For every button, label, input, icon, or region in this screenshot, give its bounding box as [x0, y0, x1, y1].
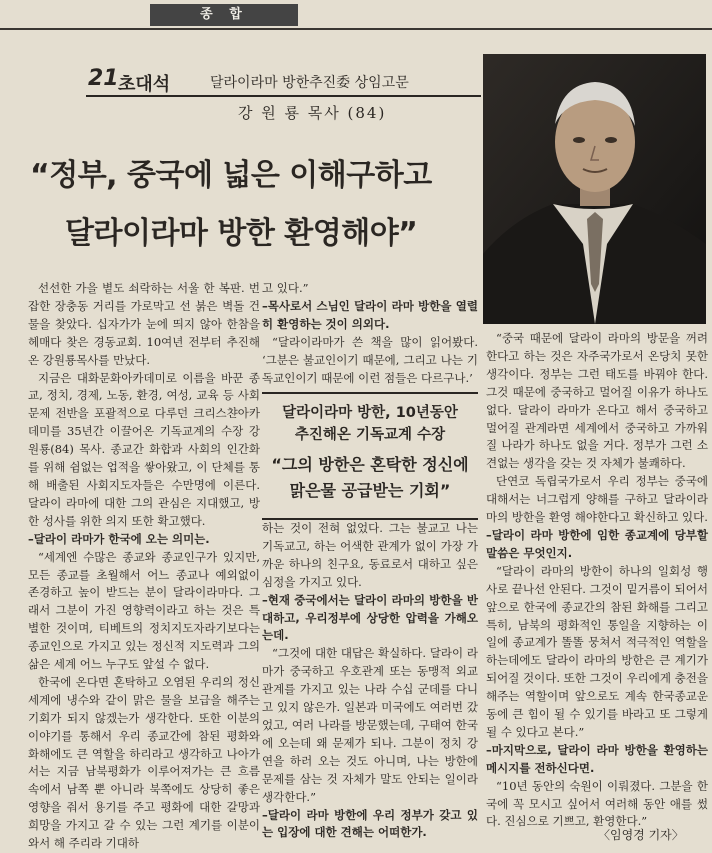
pull-quote-line1: 달라이라마 방한, 10년동안	[282, 405, 458, 421]
article-column-3	[486, 330, 708, 831]
pull-quote-line4: 맑은물 공급받는 기회”	[289, 481, 451, 500]
article-column-1	[28, 280, 260, 853]
interview-question: –달라이 라마 방한에 임한 종교계에 당부할 말씀은 무엇인지.	[486, 527, 708, 560]
headline-line1: “정부, 중국에 넓은 이해구하고	[30, 158, 432, 193]
portrait-illustration	[483, 54, 706, 324]
pull-quote	[262, 392, 478, 520]
interview-question: –달라이 라마가 한국에 오는 의미는.	[28, 531, 210, 546]
paragraph: 한국에 온다면 혼탁하고 오염된 우리의 정신세계에 냉수와 같이 맑은 물을 보급을 해주는 기회가 되지 않겠는가 생각한다. 또한 이분의 이야기를 통해서 우리 종교간에 참된 평화와 화해에도 큰 역할을 하리라고 생각하고 나아가서는 지금 남북평화가 이루어져가는 큰 흐름 속에서 남쪽 뿐 아니라 북쪽에도 상당히 좋은 영향을 줘서 용기를 주고 평화에 대한 갈망과 희망을 가지고 갈 수 있는 그런 계기를 이분이 와서 해 주리라 기대하	[28, 674, 260, 851]
paragraph: “세계엔 수많은 종교와 종교인구가 있지만, 모든 종교를 초월해서 어느 종교나 예외없이 존경하고 높이 받드는 분이 달라이라마다. 그래서 그분이 가진 영향력이라고 하는 것은 특별한 것이며, 티베트의 정치지도자라기보다는 종교인으로 가지고 있는 정신적 지도력과 그의 삶은 세계 어느 누구도 앞설 수 없다.	[28, 549, 260, 672]
paragraph: “달라이라마가 쓴 책을 많이 읽어봤다. ‘그분은 불교인이기 때문에, 그리고 나는 기독교인이기 때문에 이런 점들은 다르구나.’	[262, 334, 478, 385]
series-number: 21	[88, 66, 119, 91]
paragraph: 지금은 대화문화아카데미로 이름을 바꾼 종교, 정치, 경제, 노동, 환경, 여성, 교육 등 사회 문제 전반을 포괄적으로 다루던 크리스챤아카데미를 35년간 이끌어온 기독교계의 수장 강원룡(84) 목사. 종교간 화합과 사회의 인간화를 위해 쉼없는 업적을 쌓아왔고, 이 단체를 통해 배출된 사회지도자들은 수만명에 이른다. 달라이 라마에 대한 그의 관심은 지대했고, 방한 성사를 위한 의지 또한 확고했다.	[28, 370, 260, 528]
paragraph: 선선한 가을 볕도 쇠락하는 서울 한 복판. 번잡한 장충동 거리를 가로막고 선 붉은 벽돌 건물을 찾았다. 십자가가 눈에 띄지 않아 한참을 헤매다 찾은 경동교회. 10여년 전부터 추진해온 강원룡목사를 만났다.	[28, 281, 260, 367]
paragraph: 하는 것이 전혀 없었다. 그는 불교고 나는 기독교고, 하는 어색한 관계가 없이 가장 가까운 하나의 친구요, 동료로서 대하고 싶은 심정을 가지고 있다.	[262, 521, 478, 589]
reporter-byline: 〈임영경 기자〉	[598, 828, 684, 842]
interview-question: –마지막으로, 달라이 라마 방한을 환영하는 메시지를 전하신다면.	[486, 742, 708, 775]
portrait-photo	[483, 54, 706, 324]
article-column-2-bottom	[262, 520, 478, 842]
pull-quote-line2: 추진해온 기독교계 수장	[294, 427, 446, 443]
paragraph: 단연코 독립국가로서 우리 정부는 중국에 대해서는 너그럽게 양해를 구하고 달라이라마의 방한을 환영 해야한다고 확신하고 있다.	[486, 474, 708, 525]
paragraph: “그것에 대한 대답은 확실하다. 달라이 라마가 중국하고 우호관계 또는 동맹적 외교관계를 가지고 있는 나라 수십 군데를 다니고 있지 않은가. 일본과 미국에도 여러번 갔었고, 여러 나라를 방문했는데, 구태여 한국에 오는데 왜 문제가 되나. 그분이 정치 강연을 하러 오는 것도 아니며, 나는 방한에 문제를 삼는 것 자체가 말도 안되는 일이라 생각한다.”	[262, 646, 478, 804]
headline-line2: 달라이라마 방한 환영해야”	[65, 216, 418, 251]
paragraph: “달라이 라마의 방한이 하나의 일회성 행사로 끝나선 안된다. 그것이 밑거름이 되어서 앞으로 한국에 종교간의 참된 화해를 그리고 특히, 남북의 평화적인 통일을 지향하는 이 일에 종교계가 똘똘 뭉쳐서 적극적인 역할을 하는데에도 달라이 라마의 방한은 큰 계기가 되어질 것이다. 또한 그것이 우리에게 충전을 해주는 역할이며 앞으로도 계속 한국종교운동에 큰 힘이 될 수 있기를 바라고 또 그렇게 될 수 있다고 본다.”	[486, 563, 708, 739]
series-underline	[86, 95, 481, 97]
top-rule	[0, 28, 712, 30]
subject-name: 강 원 룡 목사 (84)	[238, 104, 387, 122]
pull-quote-line3: “그의 방한은 혼탁한 정신에	[271, 455, 469, 474]
series-name: 초대석	[118, 74, 171, 95]
paragraph: “10년 동안의 숙원이 이뤄졌다. 그분을 한국에 꼭 모시고 싶어서 여러해 동안 애를 썼다. 진심으로 기쁘고, 환영한다.”	[486, 778, 708, 829]
interview-question: –현재 중국에서는 달라이 라마의 방한을 반대하고, 우리정부에 상당한 압력을 가해오는데.	[262, 592, 478, 643]
interview-question: –목사로서 스님인 달라이 라마 방한을 열렬히 환영하는 것이 의외다.	[262, 298, 478, 331]
paragraph: 고 있다.”	[262, 281, 309, 295]
subject-affiliation: 달라이라마 방한추진委 상임고문	[210, 75, 409, 91]
section-tag: 종 합	[150, 4, 298, 26]
paragraph: “중국 때문에 달라이 라마의 방문을 꺼려한다고 하는 것은 자주국가로서 온당치 못한 생각이다. 정부는 그런 태도를 바꿔야 한다. 그것 때문에 중국하고 멀어질 이유가 하나도 없다. 달라이 라마가 온다고 해서 중국하고 멀어질 관계라면 세계에서 중국하고 가까워질 나라가 하나도 없을 거다. 정부가 그런 소견없는 생각을 갖는 것 자체가 불쾌하다.	[486, 331, 708, 471]
article-column-2-top	[262, 280, 478, 387]
interview-question: –달라이 라마 방한에 우리 정부가 갖고 있는 입장에 대한 견해는 어떠한가.	[262, 807, 478, 840]
